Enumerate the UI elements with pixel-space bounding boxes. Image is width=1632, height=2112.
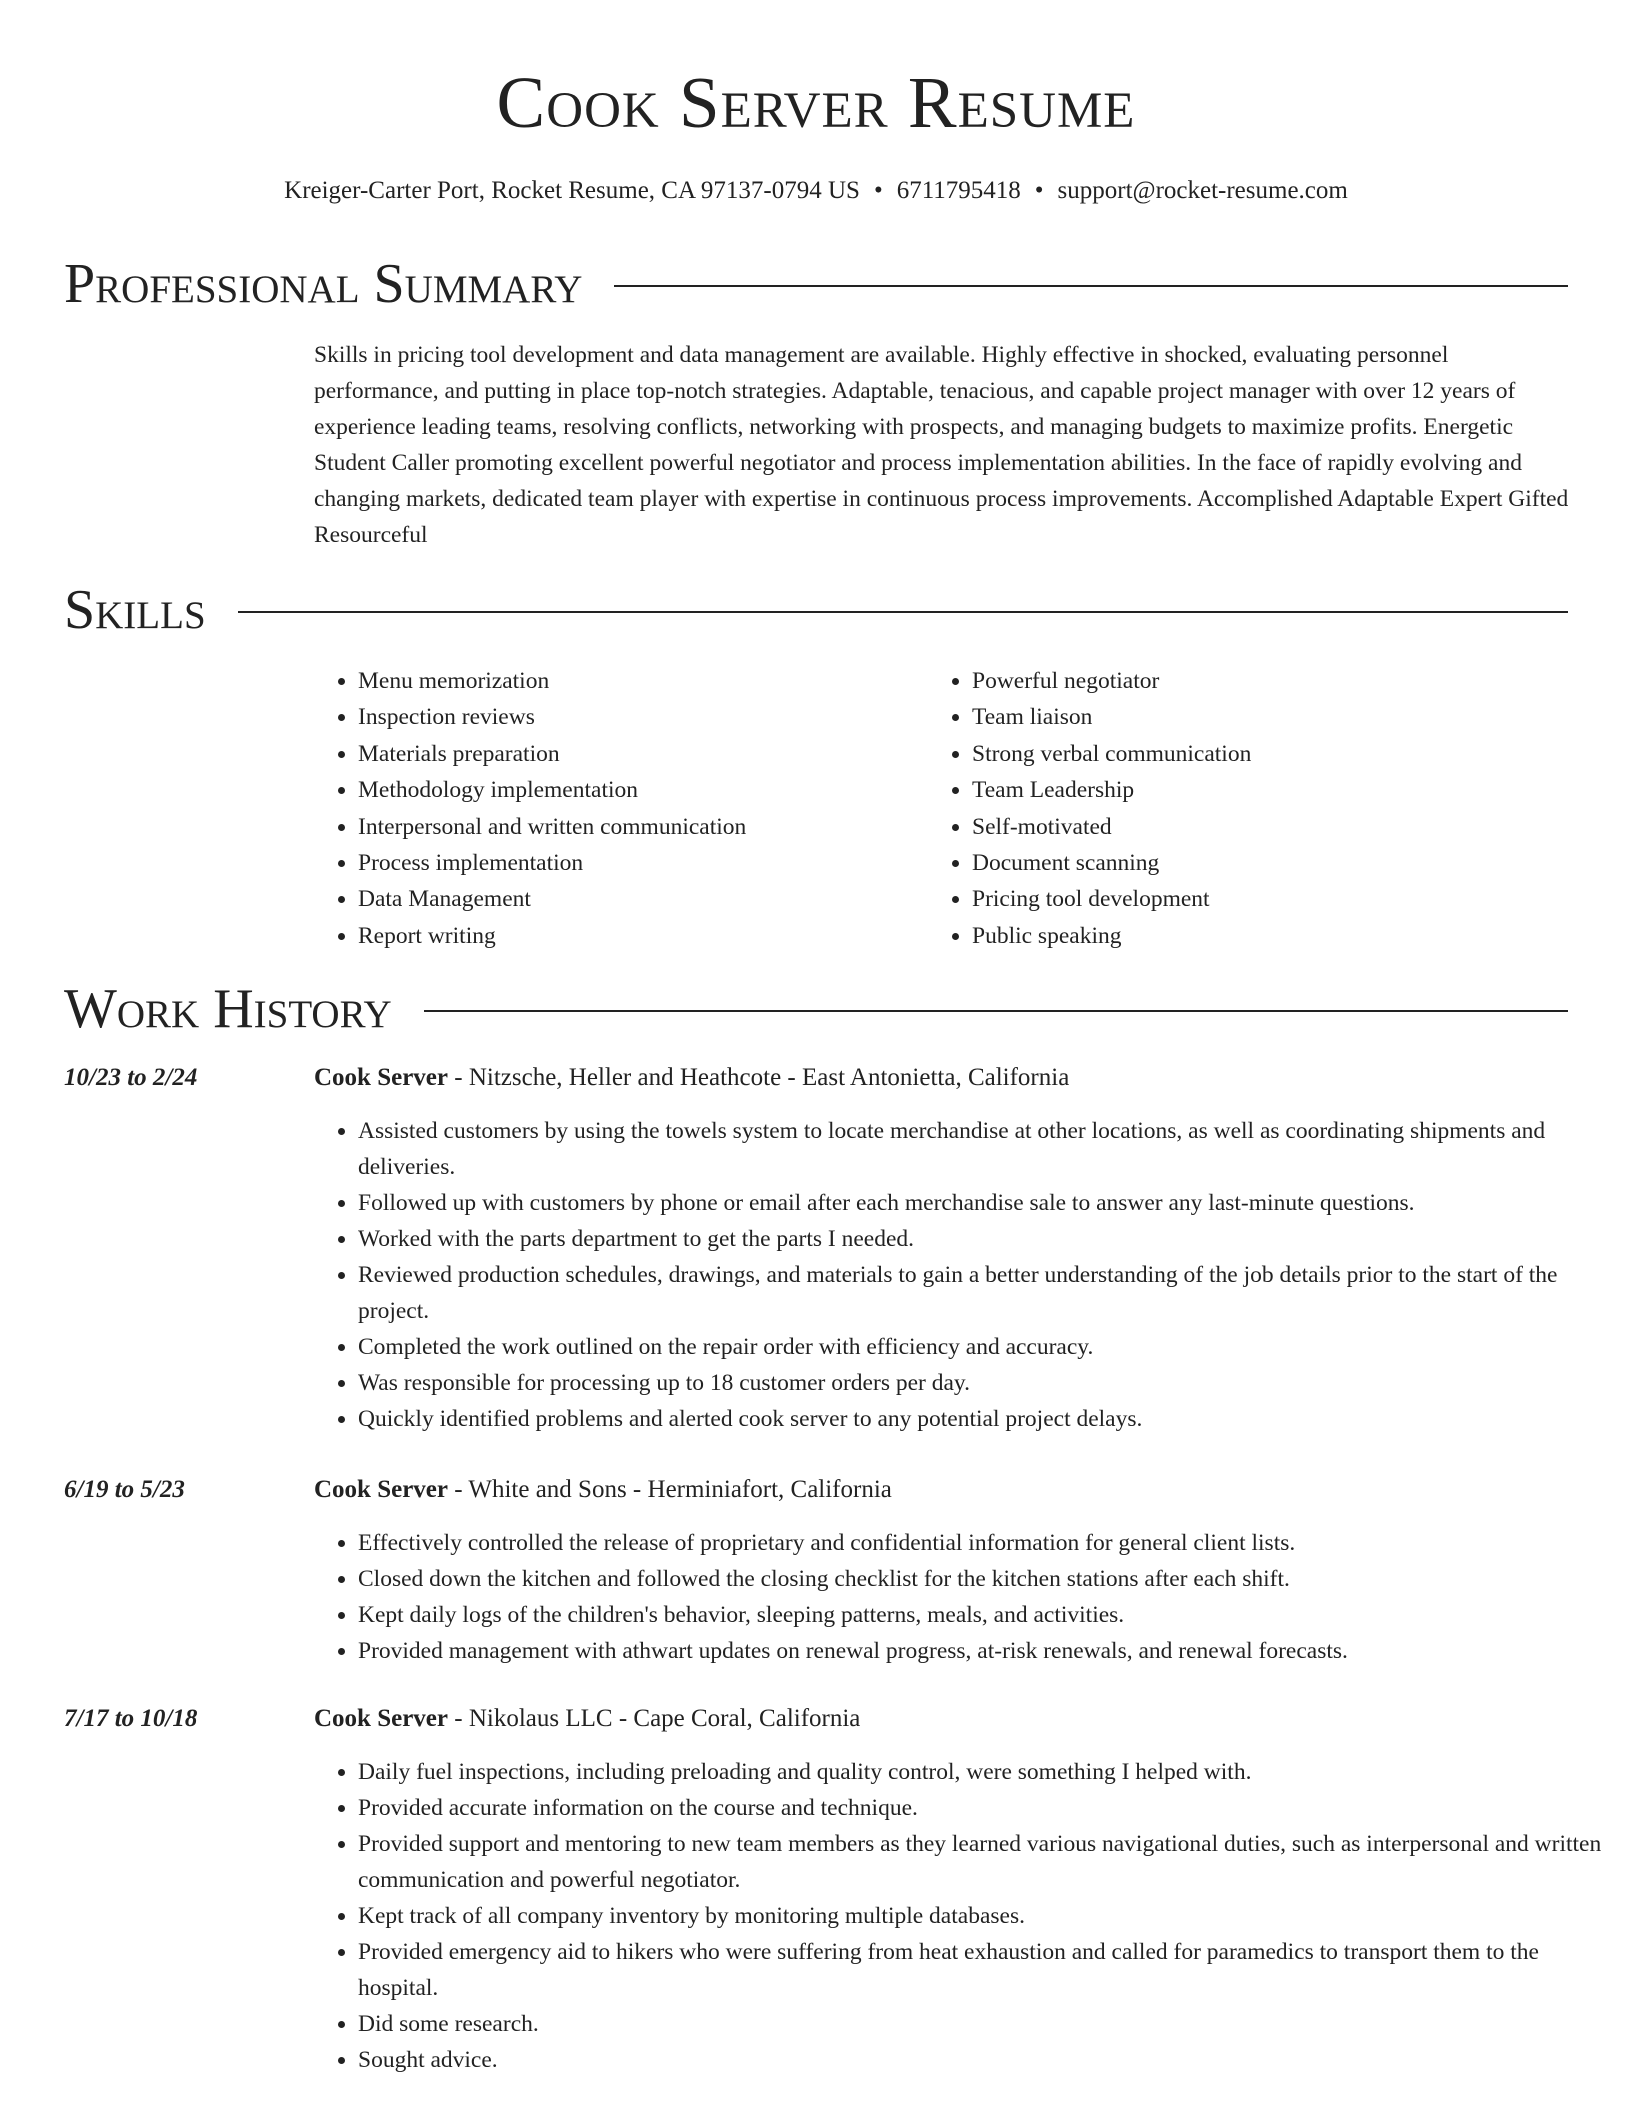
contact-address: Kreiger-Carter Port, Rocket Resume, CA 97137-0794 US — [284, 177, 860, 204]
job-bullet: • Did some research. — [358, 2006, 1614, 2042]
job-bullet: • Effectively controlled the release of proprietary and confidential information for general client lists. — [358, 1525, 1614, 1561]
skill-item: • Team liaison — [972, 699, 1251, 735]
job-bullet: • Completed the work outlined on the repair order with efficiency and accuracy. — [358, 1329, 1614, 1365]
job-employer: - Nitzsche, Heller and Heathcote - East Antonietta, California — [448, 1064, 1070, 1091]
job-bullet: • Assisted customers by using the towels system to locate merchandise at other locations, as well as coordinating shipments and deliveries. — [358, 1113, 1614, 1185]
skills-list-right — [928, 663, 1251, 954]
job-role: Cook Server — [314, 1705, 448, 1732]
job-bullet: • Daily fuel inspections, including preloading and quality control, were something I helped with. — [358, 1754, 1614, 1790]
work-heading: Work History — [64, 978, 392, 1040]
skill-item: • Report writing — [358, 918, 746, 954]
job-bullet: • Provided accurate information on the course and technique. — [358, 1790, 1614, 1826]
job-bullets — [314, 1113, 1614, 1437]
job-bullet: • Provided management with athwart updates on renewal progress, at-risk renewals, and renewal forecasts. — [358, 1633, 1614, 1669]
job-employer: - Nikolaus LLC - Cape Coral, California — [448, 1705, 861, 1732]
summary-section-header — [64, 252, 1568, 316]
job-heading — [314, 1061, 1570, 1095]
resume-title: Cook Server Resume — [496, 62, 1136, 143]
skill-item: • Data Management — [358, 881, 746, 917]
job-employer: - White and Sons - Herminiafort, California — [448, 1476, 892, 1503]
job-bullet: • Reviewed production schedules, drawings, and materials to gain a better understanding of the job details prior to the start of the project. — [358, 1257, 1614, 1329]
contact-email: support@rocket-resume.com — [1057, 177, 1348, 204]
skill-item: • Interpersonal and written communication — [358, 809, 746, 845]
skill-item: • Process implementation — [358, 845, 746, 881]
job-bullet: • Sought advice. — [358, 2042, 1614, 2078]
job-bullet: • Followed up with customers by phone or email after each merchandise sale to answer any last-minute questions. — [358, 1185, 1614, 1221]
job-bullet: • Kept daily logs of the children's behavior, sleeping patterns, meals, and activities. — [358, 1597, 1614, 1633]
skills-heading: Skills — [64, 579, 206, 641]
job-role: Cook Server — [314, 1476, 448, 1503]
contact-separator: • — [1034, 177, 1044, 204]
contact-line — [0, 175, 1632, 207]
section-divider — [238, 611, 1568, 613]
skills-list-left — [314, 663, 746, 954]
job-bullet: • Was responsible for processing up to 18 customer orders per day. — [358, 1365, 1614, 1401]
job-dates: 10/23 to 2/24 — [64, 1064, 198, 1091]
skill-item: • Powerful negotiator — [972, 663, 1251, 699]
skill-item: • Menu memorization — [358, 663, 746, 699]
skill-item: • Materials preparation — [358, 736, 746, 772]
skill-item: • Pricing tool development — [972, 881, 1251, 917]
job-bullet: • Worked with the parts department to get the parts I needed. — [358, 1221, 1614, 1257]
job-role: Cook Server — [314, 1064, 448, 1091]
job-dates: 7/17 to 10/18 — [64, 1705, 198, 1732]
job-bullet: • Quickly identified problems and alerted cook server to any potential project delays. — [358, 1401, 1614, 1437]
job-bullet: • Closed down the kitchen and followed the closing checklist for the kitchen stations after each shift. — [358, 1561, 1614, 1597]
skill-item: • Document scanning — [972, 845, 1251, 881]
skill-item: • Self-motivated — [972, 809, 1251, 845]
skill-item: • Team Leadership — [972, 772, 1251, 808]
skill-item: • Strong verbal communication — [972, 736, 1251, 772]
job-bullet: • Kept track of all company inventory by monitoring multiple databases. — [358, 1898, 1614, 1934]
skill-item: • Public speaking — [972, 918, 1251, 954]
skills-section-header — [64, 578, 1568, 642]
summary-heading: Professional Summary — [64, 253, 583, 315]
job-bullet: • Provided emergency aid to hikers who were suffering from heat exhaustion and called for paramedics to transport them to the hospital. — [358, 1934, 1614, 2006]
work-section-header — [64, 977, 1568, 1041]
job-bullet: • Provided support and mentoring to new team members as they learned various navigational duties, such as interpersonal and written communication and powerful negotiator. — [358, 1826, 1614, 1898]
skill-item: • Methodology implementation — [358, 772, 746, 808]
skill-item: • Inspection reviews — [358, 699, 746, 735]
job-bullets — [314, 1754, 1614, 2078]
section-divider — [614, 285, 1568, 287]
section-divider — [424, 1010, 1568, 1012]
job-bullets — [314, 1525, 1614, 1669]
job-dates: 6/19 to 5/23 — [64, 1476, 185, 1503]
job-heading — [314, 1702, 1570, 1736]
contact-phone: 6711795418 — [896, 177, 1021, 204]
contact-separator: • — [873, 177, 883, 204]
job-heading — [314, 1473, 1570, 1507]
summary-text: Skills in pricing tool development and data management are available. Highly effective in shocked, evaluating personnel performance, and putting in place top-notch strategies. Adaptable, tenacious, and capable project manager with over 12 years of experience leading teams, resolving conflicts, networking with prospects, and managing budgets to maximize profits. Energetic Student Caller promoting excellent powerful negotiator and process implementation abilities. In the face of rapidly evolving and changing markets, dedicated team player with expertise in continuous process improvements. Accomplished Adaptable Expert Gifted Resourceful — [314, 342, 1569, 548]
